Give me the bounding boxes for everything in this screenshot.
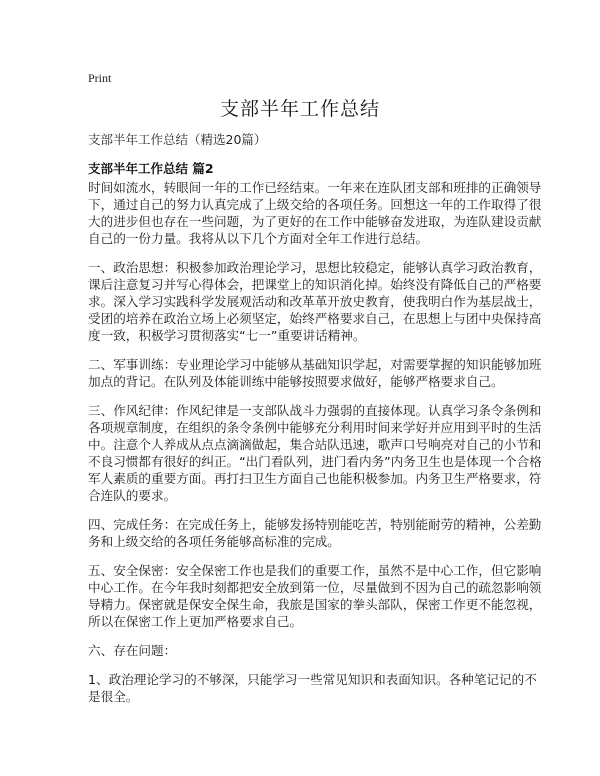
text-line: 四、完成任务：在完成任务上，能够发扬特别能吃苦，特别能耐劳的精神，公差勤 [88,517,542,532]
text-line: 度一致，积极学习贯彻落实“七一”重要讲话精神。 [88,328,366,343]
text-line: 二、军事训练：专业理论学习中能够从基础知识学起，对需要掌握的知识能够加班 [88,357,542,372]
text-line: 一、政治思想：积极参加政治理论学习，思想比较稳定，能够认真学习政治教育， [88,260,542,275]
text-line: 导精力。保密就是保安全保生命，我旅是国家的拳头部队，保密工作更不能忽视， [88,597,542,612]
text-line: 加点的背记。在队列及体能训练中能够按照要求做好，能够严格要求自己。 [88,374,504,389]
text-line: 各项规章制度，在组织的条令条例中能够充分利用时间来学好并应用到平时的生活 [88,420,542,435]
paragraph-military-training [88,356,542,390]
text-line: 时间如流水，转眼间一年的工作已经结束。一年来在连队团支部和班排的正确领导 [88,180,542,195]
paragraph-discipline [88,402,542,504]
print-label: Print [88,71,112,85]
text-line: 五、安全保密：安全保密工作也是我们的重要工作，虽然不是中心工作，但它影响 [88,563,542,578]
paragraph-intro [88,179,542,247]
paragraph-problem-1 [88,671,537,705]
text-line: 中心工作。在今年我时刻都把安全放到第一位，尽量做到不因为自己的疏忽影响领 [88,580,542,595]
text-line: 受团的培养在政治立场上必须坚定，始终严格要求自己，在思想上与团中央保持高 [88,311,542,326]
paragraph-tasks [88,516,542,550]
text-line: 求。深入学习实践科学发展观活动和改革革开放史教育，使我明白作为基层战士， [88,294,542,309]
text-line: 自己的一份力量。我将从以下几个方面对全年工作进行总结。 [88,231,429,246]
paragraph-security [88,562,542,630]
text-line: 课后注意复习并写心得体会，把课堂上的知识消化掉。始终没有降低自己的严格要 [88,277,542,292]
text-line: 六、存在问题： [88,643,177,658]
text-line: 中。注意个人养成从点点滴滴做起，集合站队迅速，歌声口号响亮对自己的小节和 [88,437,542,452]
text-line: 下，通过自己的努力认真完成了上级交给的各项任务。回想这一年的工作取得了很 [88,197,542,212]
text-line: 所以在保密工作上更加严格要求自己。 [88,614,303,629]
text-line: 不良习惯都有很好的纠正。“出门看队列，进门看内务”内务卫生也是体现一个合格 [88,454,542,469]
section-heading: 支部半年工作总结 篇2 [88,161,214,176]
text-line: 合连队的要求。 [88,488,177,503]
paragraph-problems-heading [88,642,518,659]
document-body [88,179,542,717]
text-line: 大的进步但也存在一些问题，为了更好的在工作中能够奋发进取，为连队建设贡献 [88,214,542,229]
text-line: 军人素质的重要方面。再打扫卫生方面自己也能积极参加。内务卫生严格要求，符 [88,471,542,486]
document-subtitle: 支部半年工作总结（精选20篇） [88,132,267,147]
paragraph-political-thought [88,259,542,344]
text-line: 1、政治理论学习的不够深，只能学习一些常见知识和表面知识。各种笔记记的不 [88,672,537,687]
text-line: 三、作风纪律：作风纪律是一支部队战斗力强弱的直接体现。认真学习条令条例和 [88,403,542,418]
page-title: 支部半年工作总结 [219,98,380,120]
text-line: 是很全。 [88,689,139,704]
text-line: 务和上级交给的各项任务能够高标准的完成。 [88,534,340,549]
